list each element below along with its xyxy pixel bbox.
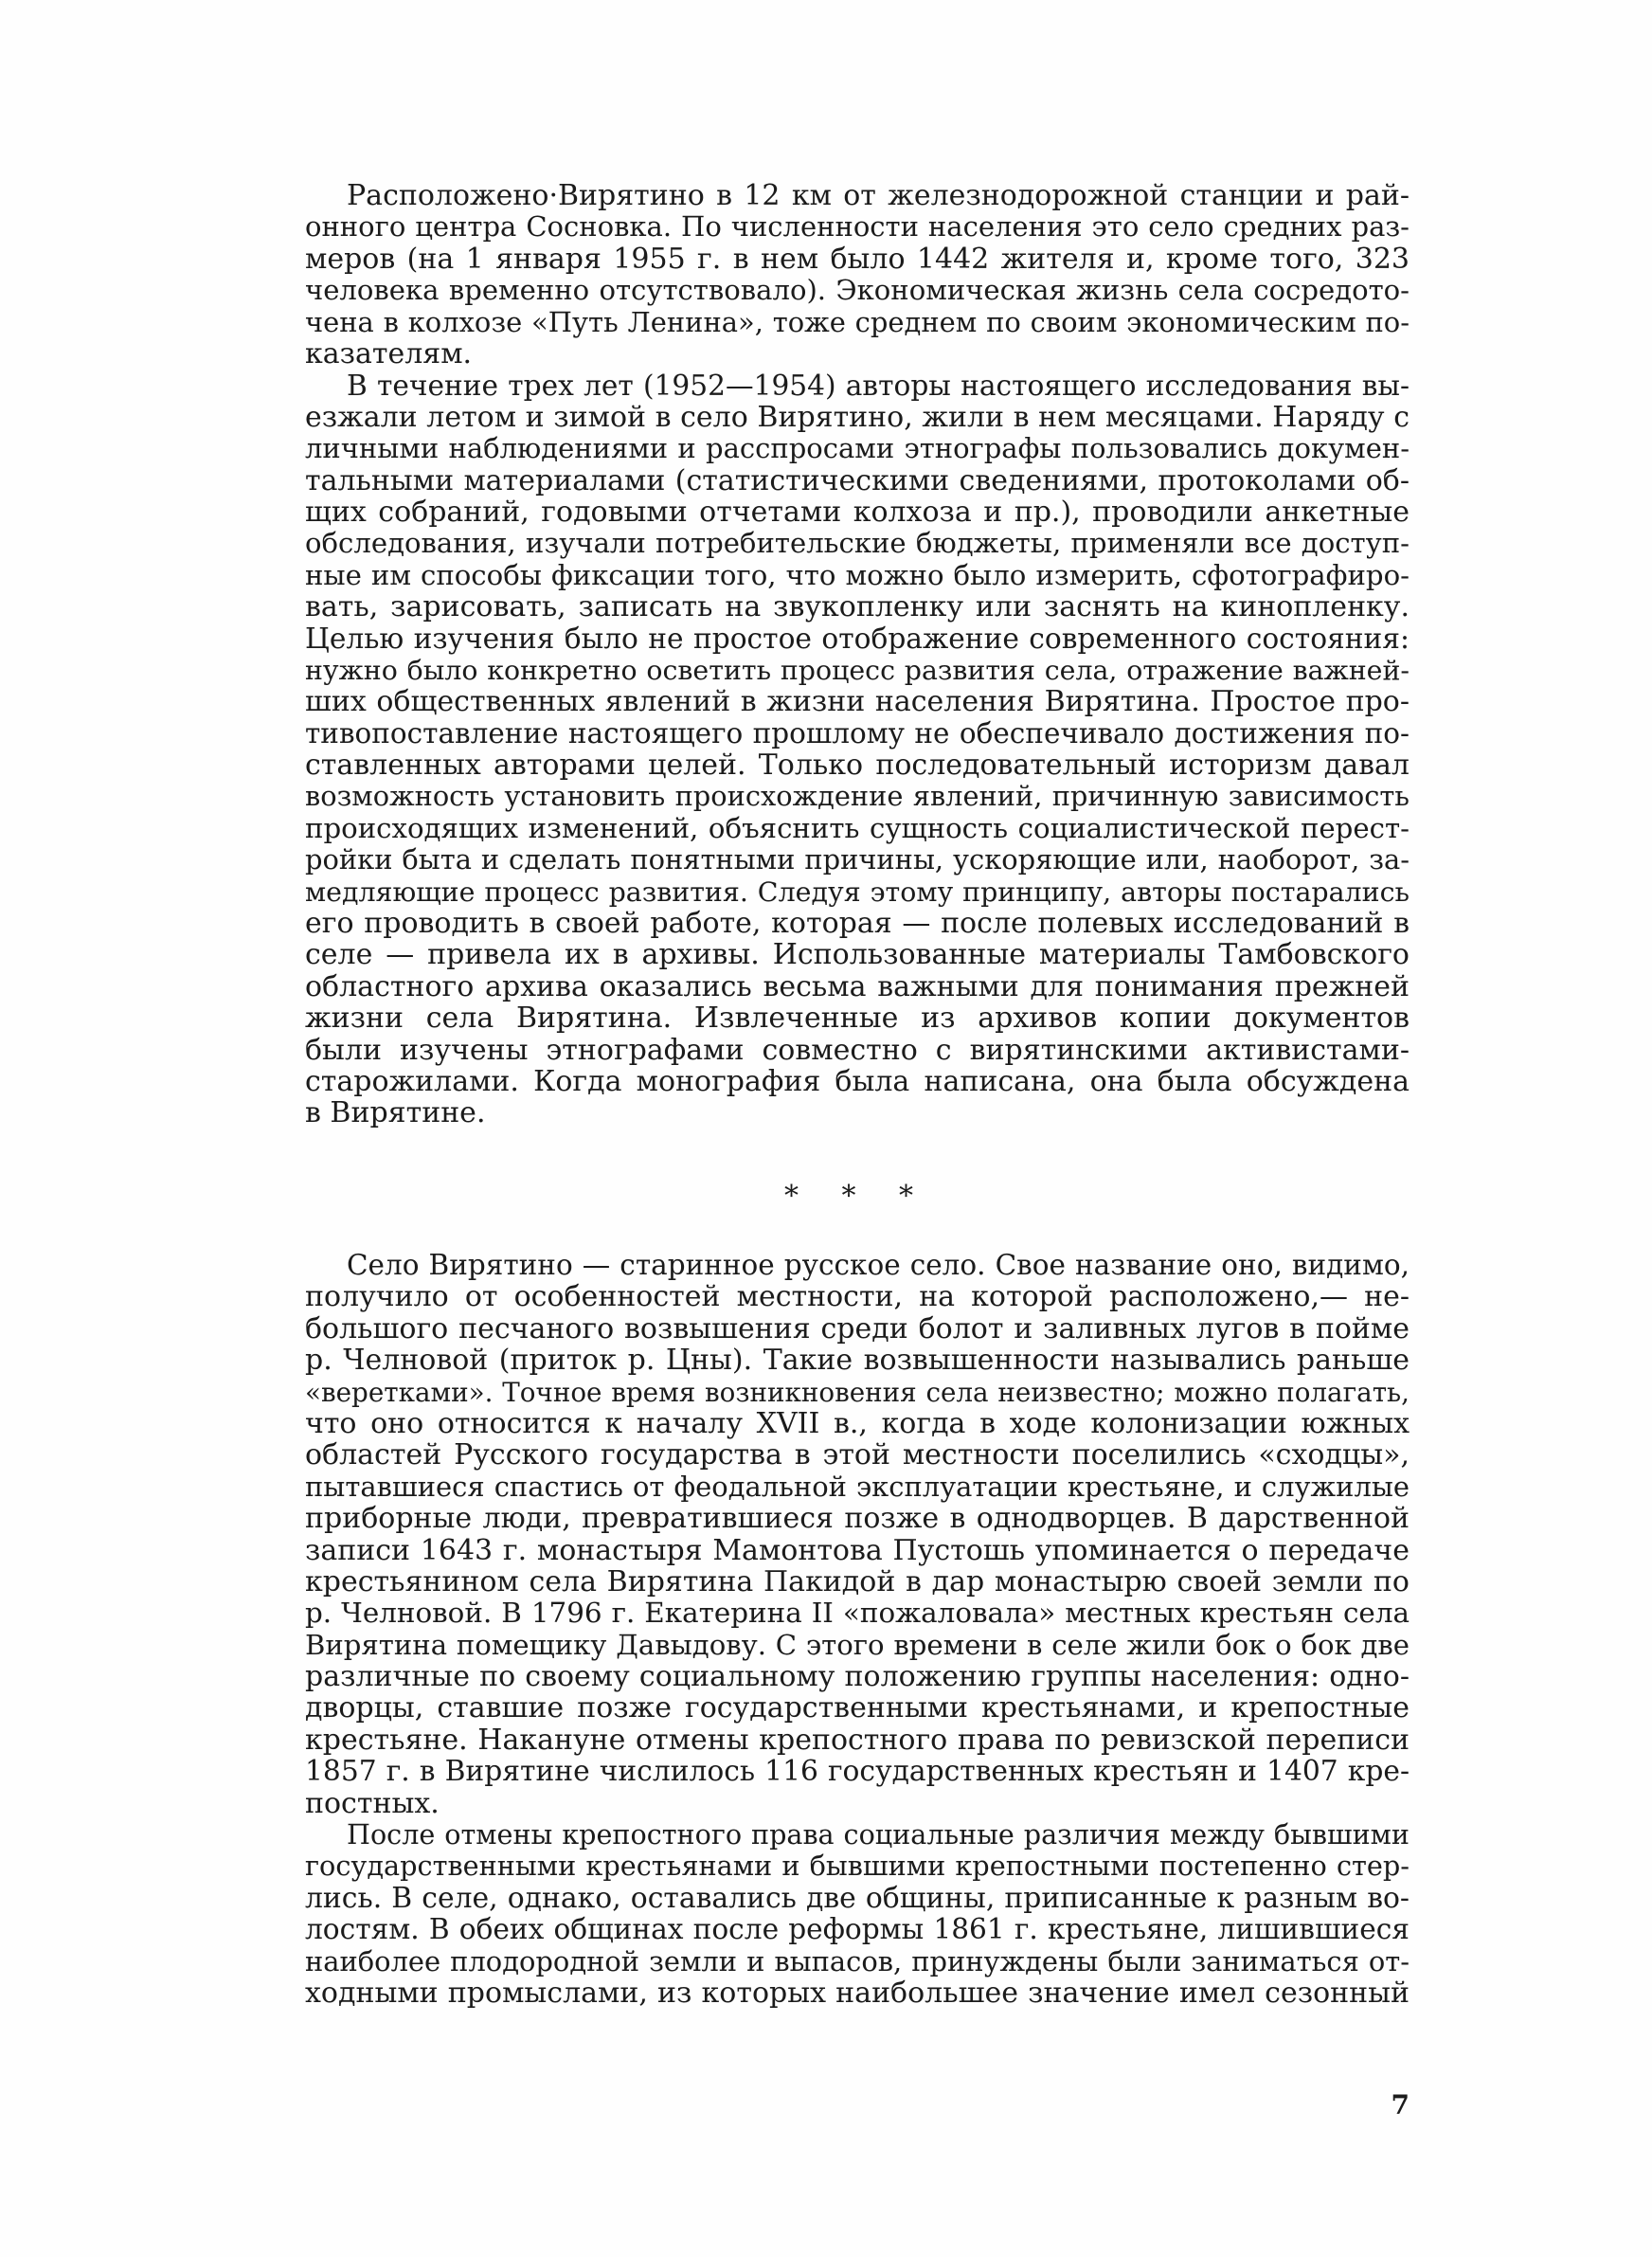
text-line: лостям. В обеих общинах после реформы 1861 г. крестьяне, лишившиеся: [305, 1913, 1410, 1946]
text-line: меров (на 1 января 1955 г. в нем было 1442 жителя и, кроме того, 323: [305, 242, 1410, 276]
text-line: его проводить в своей работе, которая — после полевых исследований в: [305, 906, 1410, 940]
text-line: личными наблюдениями и расспросами этнографы пользовались докумен-: [305, 432, 1410, 465]
text-line: наиболее плодородной земли и выпасов, принуждены были заниматься от-: [305, 1944, 1410, 1977]
text-line: что оно относится к началу XVII в., когда в ходе колонизации южных: [305, 1406, 1410, 1440]
text-line: государственными крестьянами и бывшими крепостными постепенно стер-: [305, 1850, 1410, 1883]
text-line: большого песчаного возвышения среди болот и заливных лугов в пойме: [305, 1311, 1410, 1345]
text-line: записи 1643 г. монастыря Мамонтова Пустошь упоминается о передаче: [305, 1533, 1410, 1567]
text-line: тальными материалами (статистическими сведениями, протоколами об-: [305, 463, 1410, 497]
text-line: ходными промыслами, из которых наибольшее значение имел сезонный: [305, 1976, 1410, 2010]
text-line: Целью изучения было не простое отображение современного состояния:: [305, 622, 1410, 656]
text-line: Расположено·Вирятино в 12 км от железнодорожной станции и рай-: [347, 179, 1410, 212]
text-line: ные им способы фиксации того, что можно было измерить, сфотографиро-: [305, 558, 1410, 591]
text-line: нужно было конкретно осветить процесс развития села, отражение важней-: [305, 654, 1410, 686]
text-line: были изучены этнографами совместно с вирятинскими активистами-: [305, 1033, 1410, 1067]
text-line: в Вирятине.: [305, 1096, 486, 1130]
text-line: р. Челновой (приток р. Цны). Такие возвышенности назывались раньше: [305, 1344, 1410, 1378]
text-line: езжали летом и зимой в село Вирятино, жили в нем месяцами. Наряду с: [305, 400, 1410, 434]
text-line: «веретками». Точное время возникновения села неизвестно; можно полагать,: [305, 1376, 1410, 1408]
text-line: приборные люди, превратившиеся позже в однодворцев. В дарственной: [305, 1502, 1410, 1536]
text-line: тивопоставление настоящего прошлому не обеспечивало достижения по-: [305, 716, 1410, 749]
text-line: Вирятина помещику Давыдову. С этого времени в селе жили бок о бок две: [305, 1628, 1410, 1661]
text-line: возможность установить происхождение явлений, причинную зависимость: [305, 780, 1410, 813]
text-line: получило от особенностей местности, на которой расположено,— не-: [305, 1280, 1410, 1314]
text-line: казателям.: [305, 336, 473, 370]
text-line: крестьяне. Накануне отмены крепостного права по ревизской переписи: [305, 1723, 1410, 1757]
text-line: ройки быта и сделать понятными причины, ускоряющие или, наоборот, за-: [305, 843, 1410, 876]
text-line: пытавшиеся спастись от феодальной эксплуатации крестьяне, и служилые: [305, 1470, 1410, 1503]
text-line: человека временно отсутствовало). Экономическая жизнь села сосредото-: [305, 274, 1410, 307]
text-line: обследования, изучали потребительские бюджеты, применяли все доступ-: [305, 527, 1410, 560]
text-section-intro: [305, 180, 1410, 1129]
text-line: различные по своему социальному положению группы населения: одно-: [305, 1660, 1410, 1694]
text-line: медляющие процесс развития. Следуя этому принципу, авторы постарались: [305, 876, 1410, 908]
text-line: дворцы, ставшие позже государственными крестьянами, и крепостные: [305, 1691, 1410, 1725]
text-line: р. Челновой. В 1796 г. Екатерина II «пожаловала» местных крестьян села: [305, 1597, 1410, 1630]
text-line: жизни села Вирятина. Извлеченные из архивов копии документов: [305, 1002, 1410, 1036]
text-line: чена в колхозе «Путь Ленина», тоже среднем по своим экономическим по-: [305, 305, 1410, 338]
text-line: 1857 г. в Вирятине числилось 116 государственных крестьян и 1407 кре-: [305, 1755, 1410, 1789]
text-line: старожилами. Когда монография была написана, она была обсуждена: [305, 1064, 1410, 1098]
text-line: В течение трех лет (1952—1954) авторы настоящего исследования вы-: [347, 369, 1410, 403]
text-line: онного центра Сосновка. По численности населения это село средних раз-: [305, 210, 1410, 244]
text-line: лись. В селе, однако, оставались две общины, приписанные к разным во-: [305, 1881, 1410, 1915]
text-line: областей Русского государства в этой местности поселились «сходцы»,: [305, 1438, 1410, 1472]
text-line: крестьянином села Вирятина Пакидой в дар монастырю своей земли по: [305, 1564, 1410, 1598]
text-line: вать, зарисовать, записать на звукопленку или заснять на кинопленку.: [305, 590, 1410, 624]
text-line: ших общественных явлений в жизни населения Вирятина. Простое про-: [305, 685, 1410, 719]
section-separator: * * *: [783, 1180, 931, 1213]
text-line: Село Вирятино — старинное русское село. Свое название оно, видимо,: [347, 1249, 1410, 1281]
text-line: постных.: [305, 1786, 440, 1820]
page-number: 7: [1391, 2089, 1410, 2121]
text-section-history: [305, 1250, 1410, 2009]
text-line: После отмены крепостного права социальные различия между бывшими: [347, 1818, 1410, 1851]
text-line: щих собраний, годовыми отчетами колхоза и пр.), проводили анкетные: [305, 495, 1410, 529]
text-line: ставленных авторами целей. Только последовательный историзм давал: [305, 749, 1410, 783]
text-line: происходящих изменений, объяснить сущность социалистической перест-: [305, 811, 1410, 844]
text-line: областного архива оказались весьма важными для понимания прежней: [305, 969, 1410, 1003]
text-line: селе — привела их в архивы. Использованные материалы Тамбовского: [305, 938, 1410, 972]
